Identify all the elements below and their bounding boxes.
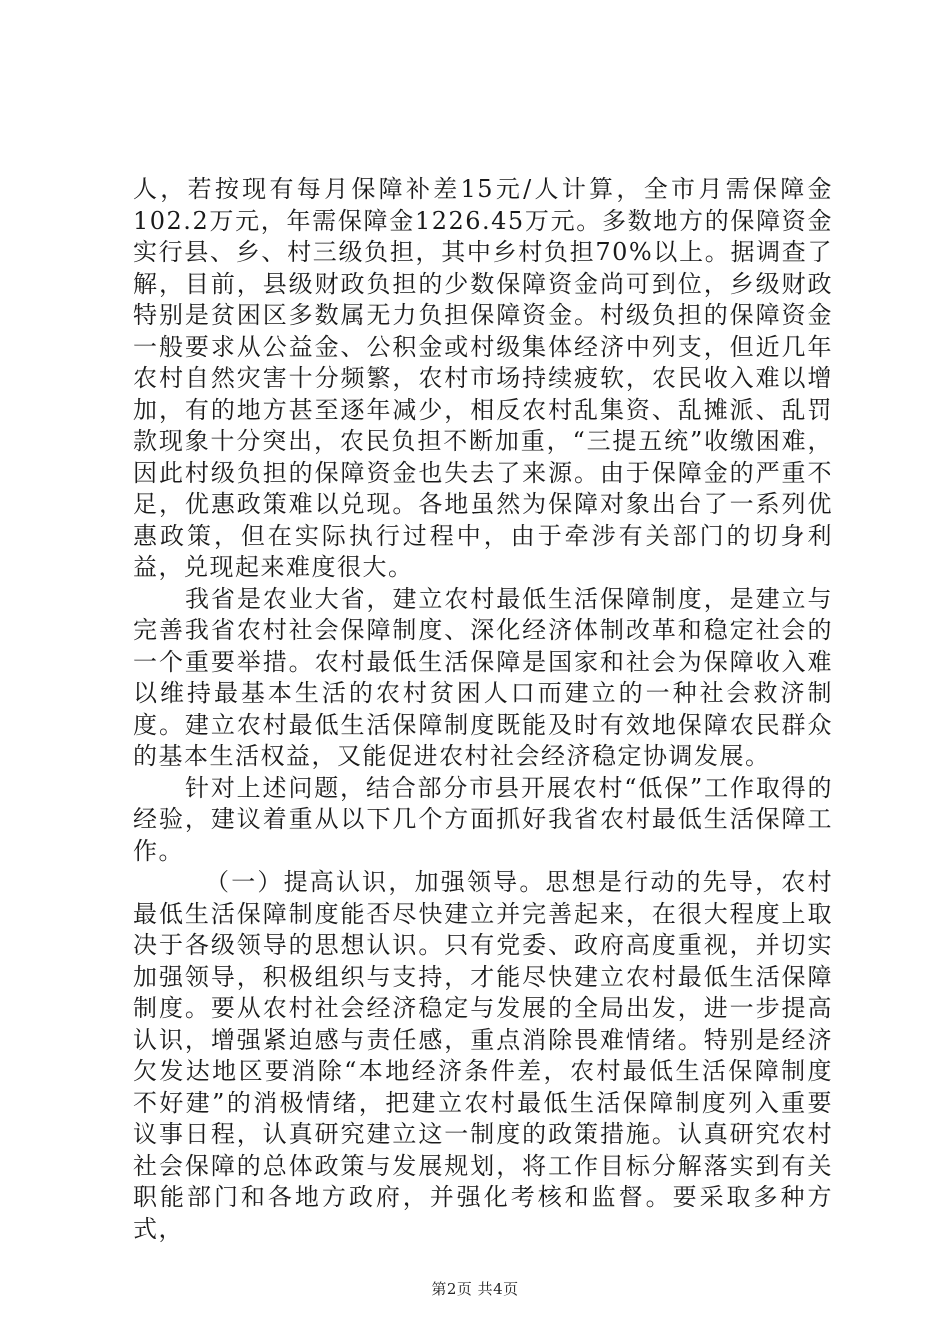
paragraph-recommendations-intro: 针对上述问题，结合部分市县开展农村“低保”工作取得的经验，建议着重从以下几个方面抓好我省农村最低生活保障工作。	[133, 773, 833, 865]
document-body	[133, 174, 833, 1245]
paragraph-agricultural-province: 我省是农业大省，建立农村最低生活保障制度，是建立与完善我省农村社会保障制度、深化经济体制改革和稳定社会的一个重要举措。农村最低生活保障是国家和社会为保障收入难以维持最基本生活的农村贫困人口而建立的一种社会救济制度。建立农村最低生活保障制度既能及时有效地保障农民群众的基本生活权益，又能促进农村社会经济稳定协调发展。	[133, 584, 833, 770]
paragraph-item-one-leadership: （一）提高认识，加强领导。思想是行动的先导，农村最低生活保障制度能否尽快建立并完善起来，在很大程度上取决于各级领导的思想认识。只有党委、政府高度重视，并切实加强领导，积极组织与支持，才能尽快建立农村最低生活保障制度。要从农村社会经济稳定与发展的全局出发，进一步提高认识，增强紧迫感与责任感，重点消除畏难情绪。特别是经济欠发达地区要消除“本地经济条件差，农村最低生活保障制度不好建”的消极情绪，把建立农村最低生活保障制度列入重要议事日程，认真研究建立这一制度的政策措施。认真研究农村社会保障的总体政策与发展规划，将工作目标分解落实到有关职能部门和各地方政府，并强化考核和监督。要采取多种方式，	[133, 868, 833, 1243]
page-footer: 第2页 共4页	[431, 1280, 519, 1298]
paragraph-funding-shortage: 人，若按现有每月保障补差15元/人计算，全市月需保障金102.2万元，年需保障金1226.45万元。多数地方的保障资金实行县、乡、村三级负担，其中乡村负担70%以上。据调查了解，目前，县级财政负担的少数保障资金尚可到位，乡级财政特别是贫困区多数属无力负担保障资金。村级负担的保障资金一般要求从公益金、公积金或村级集体经济中列支，但近几年农村自然灾害十分频繁，农村市场持续疲软，农民收入难以增加，有的地方甚至逐年减少，相反农村乱集资、乱摊派、乱罚款现象十分突出，农民负担不断加重，“三提五统”收缴困难，因此村级负担的保障资金也失去了来源。由于保障金的严重不足，优惠政策难以兑现。各地虽然为保障对象出台了一系列优惠政策，但在实际执行过程中，由于牵涉有关部门的切身利益，兑现起来难度很大。	[133, 175, 833, 581]
